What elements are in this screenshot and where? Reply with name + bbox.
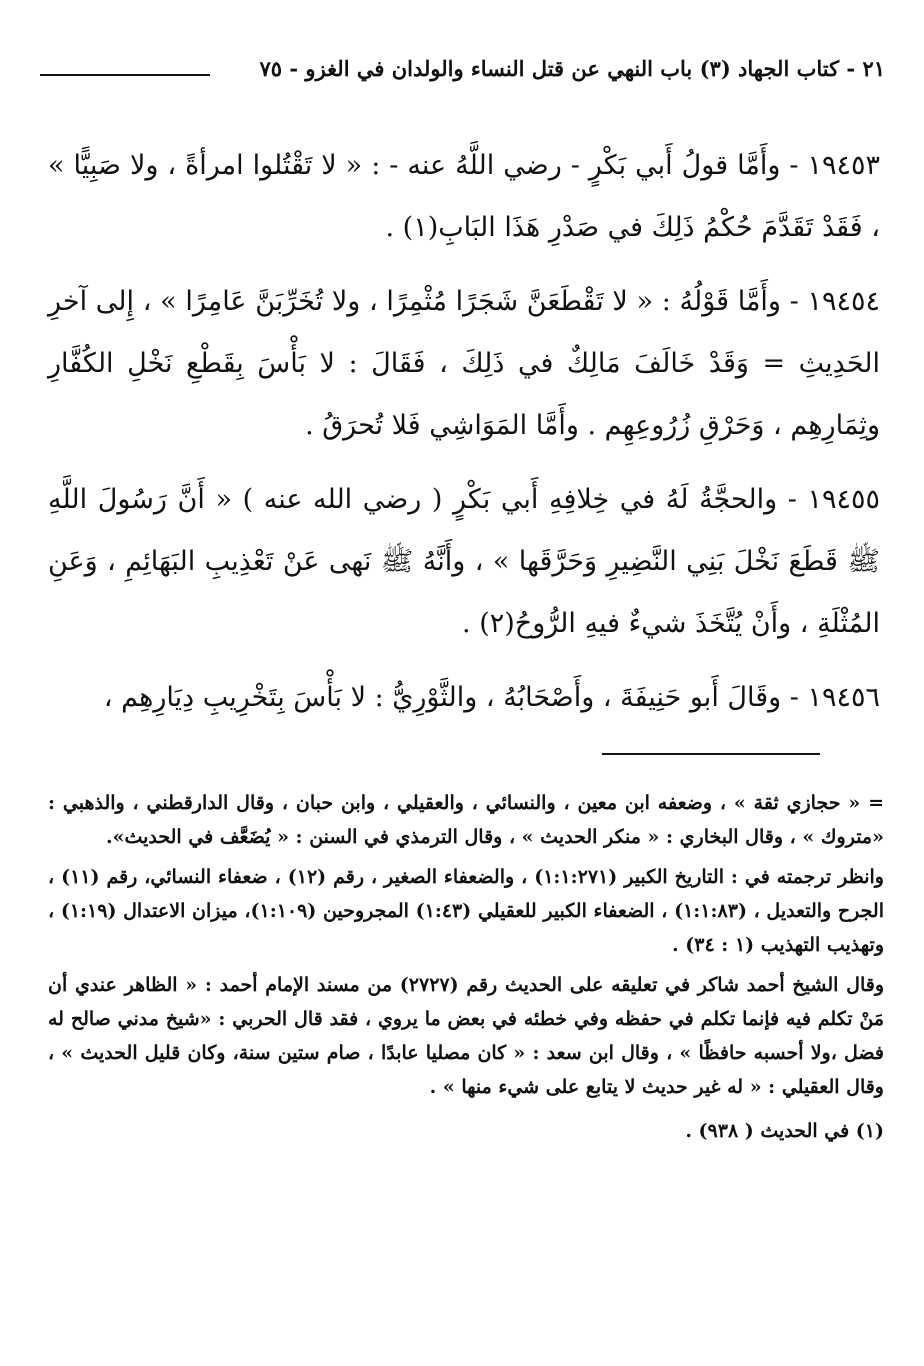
footnote-references: وانظر ترجمته في : التاريخ الكبير (١:١:٢٧١) ، والضعفاء الصغير ، رقم (١٢) ، ضعفاء النسائي، رقم (١١) ، الجرح والتعديل ، (١:١:٨٣) ، الضعفاء الكبير للعقيلي (١:٤٣) المجروحين (١:١٠٩)، ميزان الاعتدال (١:١٩) ، وتهذيب التهذيب (١ : ٣٤) . — [48, 866, 884, 956]
paragraph-19454: ١٩٤٥٤ - وأَمَّا قَوْلُهُ : « لا تَقْطَعَنَّ شَجَرًا مُثْمِرًا ، ولا تُخَرِّبَنَّ عَامِرًا » ، إِلى آخرِ الحَدِيثِ = وَقَدْ خَالَفَ مَالِكٌ في ذَلِكَ ، فَقَالَ : لا بَأْسَ بِقَطْعِ نَخْلِ الكُفَّارِ وثِمَارِهِم ، وَحَرْقِ زُرُوعِهِم . وأَمَّا المَوَاشِي فَلا تُحرَقُ . — [48, 286, 880, 441]
footnote-shakir-comment: وقال الشيخ أحمد شاكر في تعليقه على الحديث رقم (٢٧٢٧) من مسند الإمام أحمد : « الظاهر عندي أن مَنْ تكلم فيه فإنما تكلم في حفظه وفي خطئه في بعض ما يروي ، فقد قال الحربي : «شيخ مدني صالح له فضل ،ولا أحسبه حافظًا » ، وقال ابن سعد : « كان مصليا عابدًا ، صام ستين سنة، وكان قليل الحديث » ، وقال العقيلي : « له غير حديث لا يتابع على شيء منها » . — [48, 974, 884, 1098]
paragraph-19453: ١٩٤٥٣ - وأَمَّا قولُ أَبي بَكْرٍ - رضي اللَّهُ عنه - : « لا تَقْتُلوا امرأةً ، ولا صَبِيًّا » ، فَقَدْ تَقَدَّمَ حُكْمُ ذَلِكَ في صَدْرِ هَذَا البَابِ(١) . — [48, 150, 880, 243]
main-text — [48, 135, 880, 741]
running-header — [40, 48, 885, 88]
footnote-1: (١) في الحديث ( ٩٣٨) . — [685, 1120, 884, 1142]
footnote-separator — [602, 753, 820, 755]
footnotes — [48, 786, 884, 1154]
header-rule — [40, 74, 210, 76]
header-title: ٢١ - كتاب الجهاد (٣) باب النهي عن قتل النساء والولدان في الغزو - ٧٥ — [259, 56, 885, 81]
paragraph-19455: ١٩٤٥٥ - والحجَّةُ لَهُ في خِلافِهِ أَبي بَكْرٍ ( رضي الله عنه ) « أَنَّ رَسُولَ اللَّهِ ﷺ قَطَعَ نَخْلَ بَنِي النَّضِيرِ وَحَرَّقَها » ، وأَنَّهُ ﷺ نَهى عَنْ تَعْذِيبِ البَهَائِمِ ، وَعَنِ المُثْلَةِ ، وأَنْ يُتَّخَذَ شيءٌ فيهِ الرُّوحُ(٢) . — [48, 484, 880, 639]
paragraph-19456: ١٩٤٥٦ - وقَالَ أَبو حَنِيفَةَ ، وأَصْحَابُهُ ، والثَّوْرِيُّ : لا بَأْسَ بِتَخْرِيبِ دِيَارِهِم ، — [103, 682, 880, 713]
footnote-continuation: = « حجازي ثقة » ، وضعفه ابن معين ، والنسائي ، والعقيلي ، وابن حبان ، وقال الدارقطني ، والذهبي : «متروك » ، وقال البخاري : « منكر الحديث » ، وقال الترمذي في السنن : « يُضَعَّف في الحديث». — [48, 792, 884, 848]
